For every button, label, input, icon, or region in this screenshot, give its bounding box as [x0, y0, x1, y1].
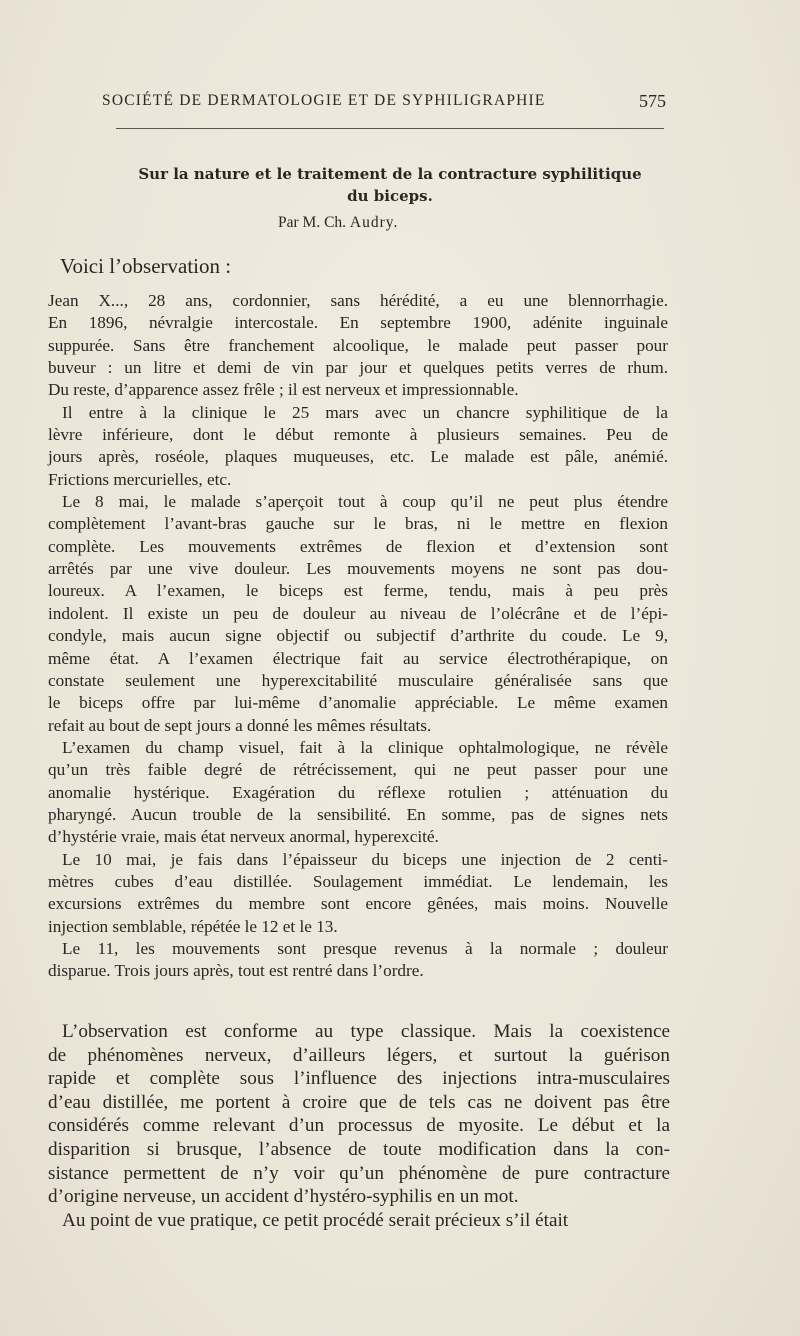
- page-header: [102, 92, 666, 118]
- text-line: complètement l’avant-bras gauche sur le bras, ni le mettre en flexion: [48, 514, 668, 534]
- article-title-line-1: Sur la nature et le traitement de la contracture syphilitique: [138, 165, 642, 183]
- text-line: pharyngé. Aucun trouble de la sensibilité. En somme, pas de signes nets: [48, 804, 668, 824]
- text-line: En 1896, névralgie intercostale. En septembre 1900, adénite inguinale: [48, 313, 668, 333]
- text-line: excursions extrêmes du membre sont encore gênées, mais moins. Nouvelle: [48, 894, 668, 914]
- text-line: L’observation est conforme au type classique. Mais la coexistence: [62, 1021, 670, 1042]
- text-line: Jean X..., 28 ans, cordonnier, sans hérédité, a eu une blennorrhagie.: [48, 291, 668, 310]
- text-line: injection semblable, répétée le 12 et le 13.: [48, 916, 338, 936]
- text-line: qu’un très faible degré de rétrécissement, qui ne peut passer pour une: [48, 760, 668, 780]
- text-line: de phénomènes nerveux, d’ailleurs légers, et surtout la guérison: [48, 1044, 670, 1066]
- text-line: suppurée. Sans être franchement alcoolique, le malade peut passer pour: [48, 335, 668, 355]
- text-line: d’origine nerveuse, un accident d’hystéro-syphilis en un mot.: [48, 1186, 519, 1208]
- text-line: rapide et complète sous l’influence des injections intra-musculaires: [48, 1068, 670, 1090]
- text-line: lèvre inférieure, dont le début remonte à plusieurs semaines. Peu de: [48, 425, 668, 445]
- text-line: complète. Les mouvements extrêmes de flexion et d’extension sont: [48, 536, 668, 556]
- byline-prefix: Par M. Ch.: [278, 214, 347, 231]
- text-line: disparition si brusque, l’absence de toute modification dans la con-: [48, 1138, 670, 1160]
- text-line: loureux. A l’examen, le biceps est ferme, tendu, mais à peu près: [48, 581, 668, 601]
- observation-text: [48, 290, 668, 983]
- text-line: mètres cubes d’eau distillée. Soulagement immédiat. Le lendemain, les: [48, 871, 668, 891]
- article-title-line-2: du biceps.: [347, 187, 433, 205]
- text-line: le biceps offre par lui-même d’anomalie appréciable. Le même examen: [48, 693, 668, 713]
- text-line: disparue. Trois jours après, tout est rentré dans l’ordre.: [48, 961, 424, 981]
- intro-heading: Voici l’observation :: [60, 254, 232, 278]
- text-line: Le 8 mai, le malade s’aperçoit tout à coup qu’il ne peut plus étendre: [62, 492, 668, 512]
- text-line: Frictions mercurielles, etc.: [48, 469, 232, 489]
- text-line: L’examen du champ visuel, fait à la clinique ophtalmologique, ne révèle: [62, 737, 668, 757]
- text-line: anomalie hystérique. Exagération du réflexe rotulien ; atténuation du: [48, 782, 668, 802]
- text-line: condyle, mais aucun signe objectif ou subjectif d’arthrite du coude. Le 9,: [48, 626, 668, 646]
- text-line: considérés comme relevant d’un processus de myosite. Le début et la: [48, 1115, 670, 1137]
- text-line: jours après, roséole, plaques muqueuses, etc. Le malade est pâle, anémié.: [48, 447, 668, 467]
- conclusion-lines: [48, 1020, 670, 1232]
- text-line: Du reste, d’apparence assez frêle ; il est nerveux et impressionnable.: [48, 380, 519, 400]
- text-line: sistance permettent de n’y voir qu’un phénomène de pure contracture: [48, 1162, 670, 1184]
- byline: [278, 214, 398, 232]
- running-title: SOCIÉTÉ DE DERMATOLOGIE ET DE SYPHILIGRAPHIE: [102, 92, 546, 109]
- observation-lines: [48, 290, 668, 983]
- text-line: Le 10 mai, je fais dans l’épaisseur du biceps une injection de 2 centi-: [62, 849, 668, 869]
- text-line: même état. A l’examen électrique fait au service électrothérapique, on: [48, 648, 668, 668]
- text-line: Le 11, les mouvements sont presque revenus à la normale ; douleur: [62, 938, 668, 958]
- text-line: buveur : un litre et demi de vin par jour et quelques petits verres de rhum.: [48, 358, 668, 378]
- conclusion-text: [48, 1020, 670, 1232]
- header-rule: [116, 128, 664, 129]
- byline-author: Audry.: [349, 214, 399, 231]
- text-line: arrêtés par une vive douleur. Les mouvements moyens ne sont pas dou-: [48, 559, 668, 579]
- text-line: constate seulement une hyperexcitabilité musculaire généralisée sans que: [48, 670, 668, 690]
- page-number: 575: [639, 91, 666, 111]
- text-line: d’hystérie vraie, mais état nerveux anormal, hyperexcité.: [48, 827, 439, 847]
- text-line: d’eau distillée, me portent à croire que de tels cas ne doivent pas être: [48, 1091, 670, 1113]
- text-line: indolent. Il existe un peu de douleur au niveau de l’olécrâne et de l’épi-: [48, 603, 668, 623]
- text-line: refait au bout de sept jours a donné les mêmes résultats.: [48, 715, 432, 735]
- text-line: Il entre à la clinique le 25 mars avec un chancre syphilitique de la: [62, 402, 668, 422]
- text-line: Au point de vue pratique, ce petit procédé serait précieux s’il était: [62, 1209, 569, 1231]
- article-title: [90, 163, 690, 207]
